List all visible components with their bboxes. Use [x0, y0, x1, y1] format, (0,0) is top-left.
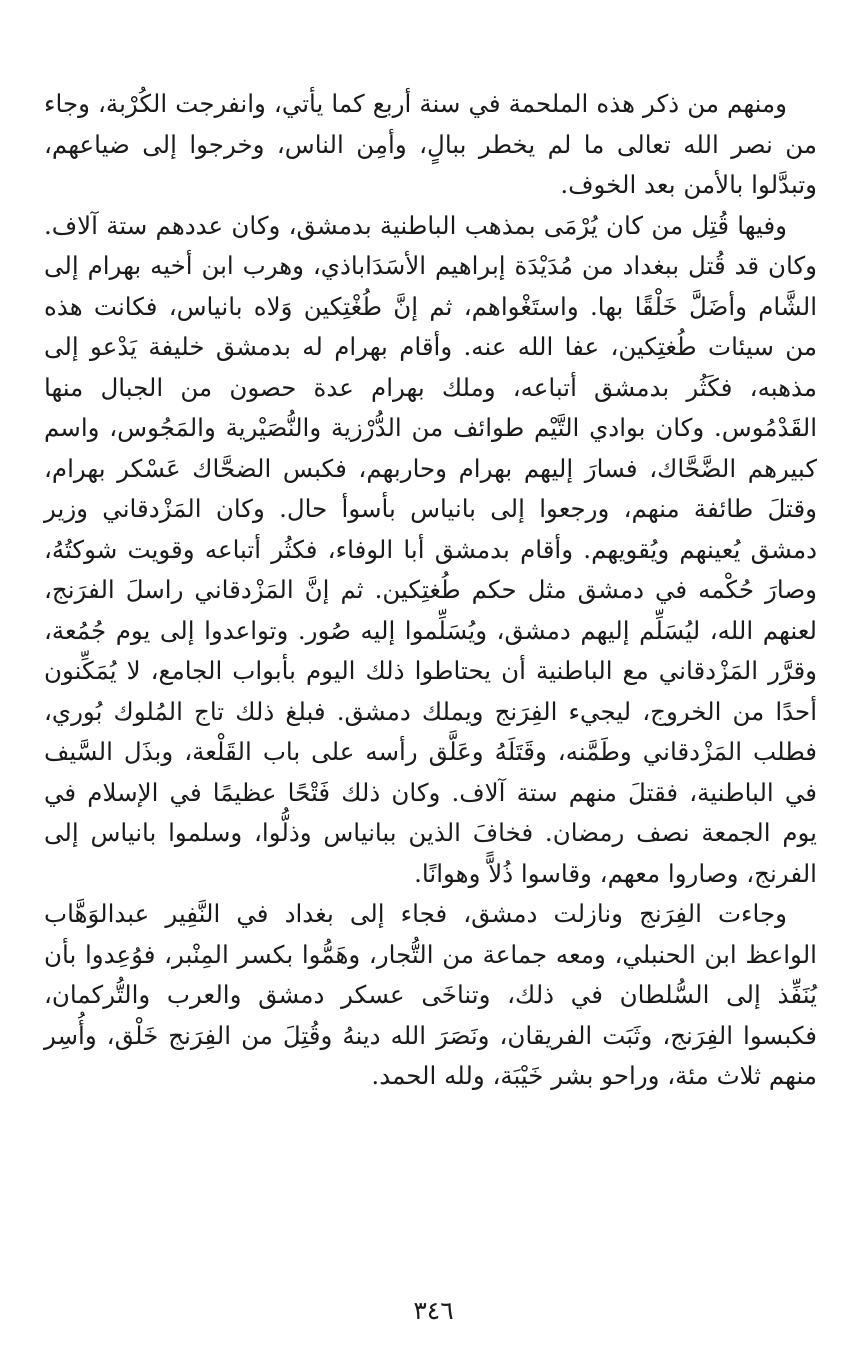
- page-number: ٣٤٦: [413, 1296, 454, 1325]
- body-text: [44, 84, 817, 1097]
- paragraph-2: وفيها قُتِل من كان يُرْمَى بمذهب الباطنية بدمشق، وكان عددهم ستة آلاف. وكان قد قُتل ببغداد من مُدَيْدَة إبراهيم الأسَدَاباذي، وهرب ابن أخيه بهرام إلى الشَّام وأضَلَّ خَلْقًا بها. واستَغْواهم، ثم إنَّ طُغْتِكين وَلاه بانياس، فكانت هذه من سيئات طُغتِكين، عفا الله عنه. وأقام بهرام له بدمشق خليفة يَدْعو إلى مذهبه، فكَثُر بدمشق أتباعه، وملك بهرام عدة حصون من الجبال منها القَدْمُوس. وكان بوادي التَّيْم طوائف من الدُّرْزية والنُّصَيْرية والمَجُوس، واسم كبيرهم الضَّحَّاك، فسارَ إليهم بهرام وحاربهم، فكبس الضحَّاك عَسْكر بهرام، وقتلَ طائفة منهم، ورجعوا إلى بانياس بأسوأ حال. وكان المَزْدقاني وزير دمشق يُعينهم ويُقويهم. وأقام بدمشق أبا الوفاء، فكثُر أتباعه وقويت شوكتُهُ، وصارَ حُكْمه في دمشق مثل حكم طُغتِكين. ثم إنَّ المَزْدقاني راسلَ الفرَنج، لعنهم الله، ليُسَلِّم إليهم دمشق، ويُسَلِّموا إليه صُور. وتواعدوا إلى يوم جُمُعة، وقرَّر المَزْدقاني مع الباطنية أن يحتاطوا ذلك اليوم بأبواب الجامع، لا يُمَكِّنون أحدًا من الخروج، ليجيء الفِرَنج ويملك دمشق. فبلغ ذلك تاج المُلوك بُوري، فطلب المَزْدقاني وطَمَّنه، وقَتَلَهُ وعَلَّق رأسه على باب القَلْعة، وبذَل السَّيف في الباطنية، فقتلَ منهم ستة آلاف. وكان ذلك فَتْحًا عظيمًا في الإسلام في يوم الجمعة نصف رمضان. فخافَ الذين ببانياس وذلُّوا، وسلموا بانياس إلى الفرنج، وصاروا معهم، وقاسوا ذُلاًّ وهوانًا.: [44, 210, 817, 888]
- paragraph-3: وجاءت الفِرَنج ونازلت دمشق، فجاء إلى بغداد في النَّفِير عبدالوَهَّاب الواعظ ابن الحنبلي، ومعه جماعة من التُّجار، وهَمُّوا بكسر المِنْبر، فوُعِدوا بأن يُنَفِّذ إلى السُّلطان في ذلك، وتناخَى عسكر دمشق والعرب والتُّركمان، فكبسوا الفِرَنج، وثَبَت الفريقان، ونَصَرَ الله دينهُ وقُتِلَ من الفِرَنج خَلْق، وأُسِر منهم ثلاث مئة، وراحو بشر خَيْبَة، ولله الحمد.: [44, 899, 817, 1090]
- paragraph-1: ومنهم من ذكر هذه الملحمة في سنة أربع كما يأتي، وانفرجت الكُرْبة، وجاء من نصر الله تعالى ما لم يخطر ببالٍ، وأمِن الناس، وخرجوا إلى ضياعهم، وتبدَّلوا بالأمن بعد الخوف.: [44, 89, 817, 199]
